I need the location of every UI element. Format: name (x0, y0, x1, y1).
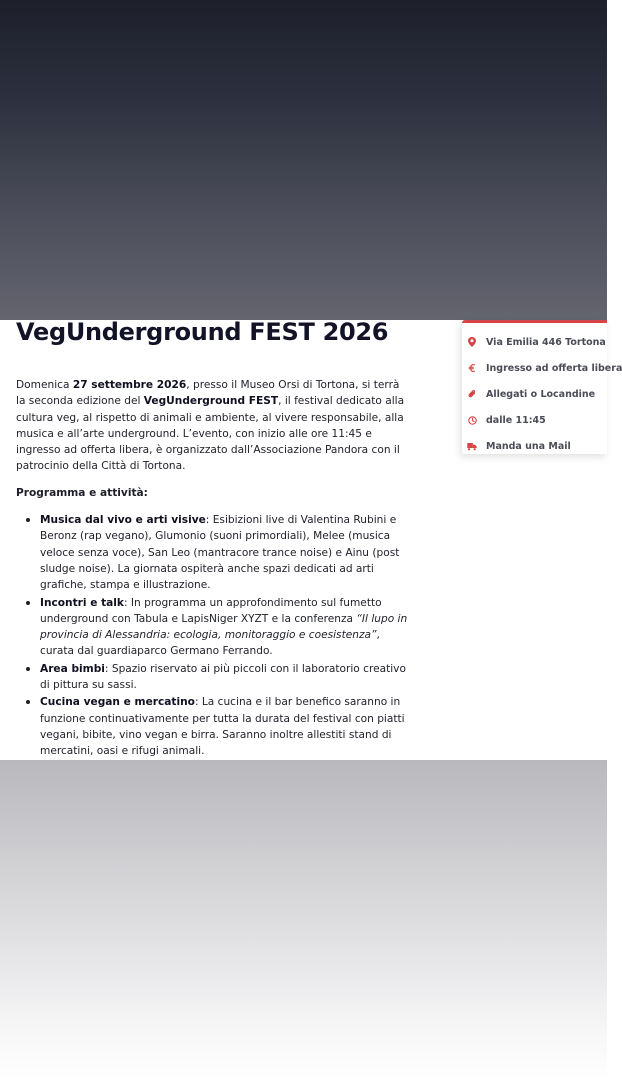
sidebar-item-label: Ingresso ad offerta libera (486, 362, 622, 374)
sidebar-item-price[interactable] (462, 355, 622, 381)
event-title: VegUnderground FEST 2026 (16, 318, 389, 346)
paperclip-icon (468, 389, 476, 399)
mail-truck-icon (468, 442, 476, 452)
sidebar-item-label: Allegati o Locandine (486, 388, 596, 400)
conference-title: “Il lupo in provincia di Alessandria: ecologia, monitoraggio e coesistenza” (40, 612, 408, 642)
list-item-title: Cucina vegan e mercatino (40, 696, 195, 709)
event-description (16, 377, 411, 760)
list-item-text: : Esibizioni live di Valentina Rubini e Beronz (rap vegano), Glumonio (suoni primordiali), Melee (musica veloce senza voce), San Leo (mantracore trance noise) e Ainu (post sludge noise). La giornata ospiterà anche spazi dedicati ad arti grafiche, stampa e illustrazione. (40, 514, 400, 592)
program-list (16, 511, 411, 759)
list-item-text: : In programma un approfondimento sul fumetto underground con Tabula e LapisNiger XYZT e la conferenza (40, 596, 382, 625)
intro-paragraph (16, 377, 411, 475)
list-item-text: : La cucina e il bar benefico saranno in funzione continuativamente per tutta la durata del festival con piatti vegani, bibite, vino vegan e birra. Saranno inoltre allestiti stand di mercatini, oasi e rifugi animali. (40, 696, 405, 758)
list-item (40, 511, 411, 593)
program-heading: Programma e attività: (16, 486, 148, 499)
intro-text: , il festival dedicato alla cultura veg, al rispetto di animali e ambiente, al vivere responsabile, alla musica e all’arte underground. L’evento, con inizio alle ore 11:45 e ingresso ad offerta libera, è organizzato dall’Associazione Pandora con il patrocinio della Città di Tortona. (16, 395, 405, 473)
sidebar-item-label: dalle 11:45 (486, 415, 546, 427)
list-item-text: , curata dal guardiaparco Germano Ferrando. (40, 629, 380, 658)
list-item-title: Incontri e talk (40, 596, 124, 609)
map-pin-icon (468, 337, 476, 347)
hero-image (0, 0, 607, 320)
event-date: 27 settembre 2026 (72, 379, 187, 391)
sidebar-item-time[interactable] (462, 408, 607, 434)
sidebar-item-attachments[interactable] (462, 381, 607, 407)
list-item (40, 693, 411, 759)
sidebar-item-label: Via Emilia 446 Tortona (486, 336, 606, 348)
sidebar-item-location[interactable] (462, 329, 607, 355)
page-bottom-background (0, 760, 607, 1080)
intro-text: , presso il Museo Orsi di Tortona, si terrà la seconda edizione del (16, 379, 400, 408)
list-item (40, 660, 411, 694)
intro-text: Domenica (16, 379, 73, 391)
list-item (40, 594, 411, 660)
list-item-title: Area bimbi (40, 662, 105, 675)
list-item-text: : Spazio riservato ai più piccoli con il laboratorio creativo di pittura su sassi. (40, 662, 406, 692)
euro-icon (468, 363, 476, 373)
sidebar-item-mail[interactable] (462, 434, 607, 460)
event-info-sidebar (462, 320, 622, 454)
clock-icon (468, 416, 476, 426)
sidebar-item-label: Manda una Mail (486, 441, 571, 453)
festival-name: VegUnderground FEST (143, 395, 279, 408)
list-item-title: Musica dal vivo e arti visive (40, 514, 206, 527)
